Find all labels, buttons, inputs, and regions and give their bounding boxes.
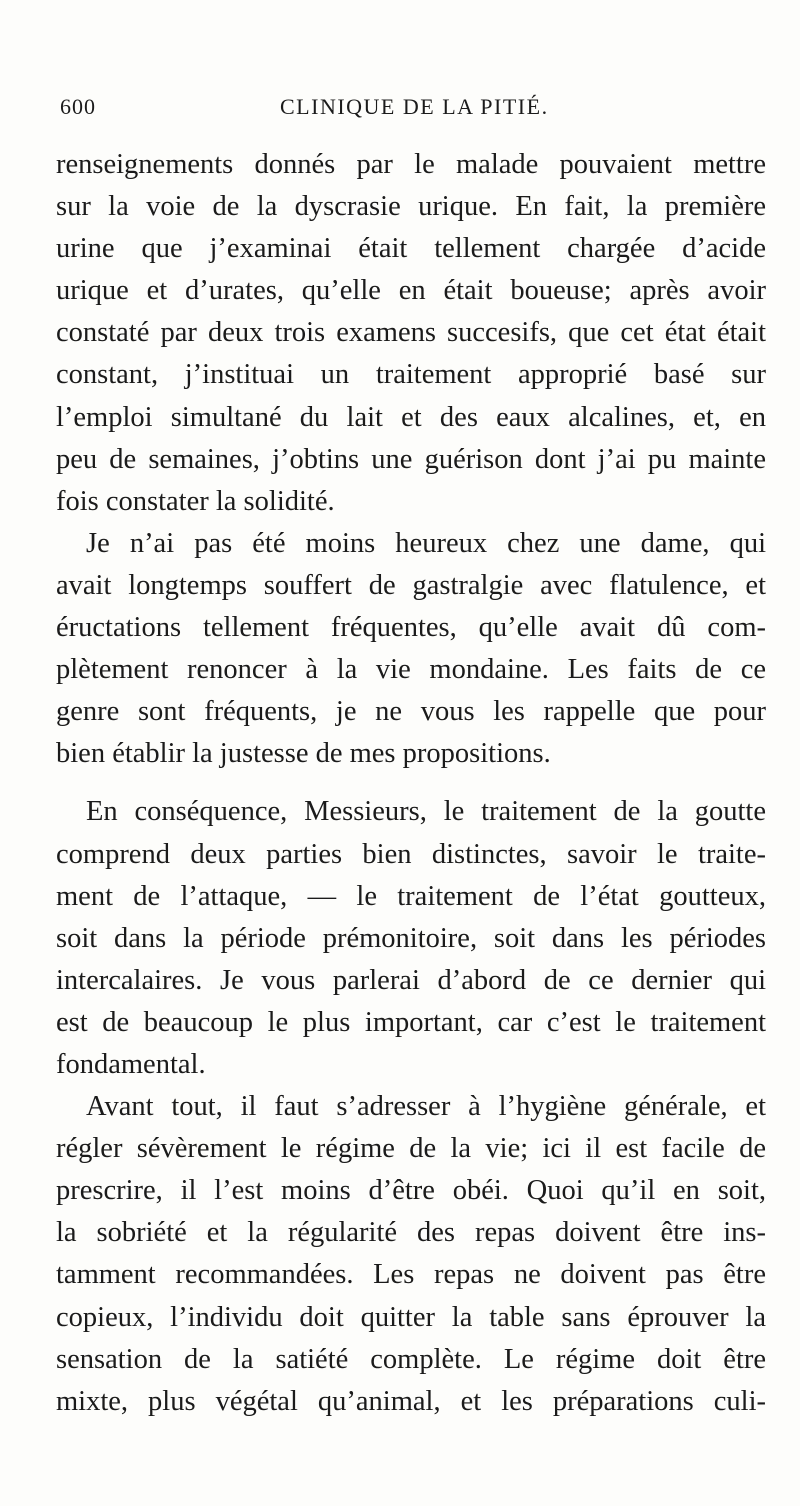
text-line: genre sont fréquents, je ne vous les rappelle que pour (56, 696, 766, 728)
text-line: bien établir la justesse de mes propositions. (56, 738, 551, 770)
text-line: renseignements donnés par le malade pouvaient mettre (56, 149, 766, 180)
text-line: urine que j’examinai était tellement chargée d’acide (56, 233, 766, 265)
running-head (60, 94, 760, 124)
paragraph-2 (56, 523, 766, 776)
text-line: copieux, l’individu doit quitter la table sans éprouver la (56, 1301, 766, 1333)
text-line: En conséquence, Messieurs, le traitement de la goutte (86, 796, 766, 828)
page-number: 600 (60, 94, 96, 119)
text-line: prescrire, il l’est moins d’être obéi. Quoi qu’il en soit, (56, 1175, 766, 1207)
text-line: l’emploi simultané du lait et des eaux alcalines, et, en (56, 401, 766, 433)
text-line: fondamental. (56, 1048, 206, 1080)
text-line: sur la voie de la dyscrasie urique. En fait, la première (56, 191, 766, 223)
paragraph-3 (56, 791, 766, 1086)
text-line: intercalaires. Je vous parlerai d’abord de ce dernier qui (56, 964, 766, 996)
paragraph-1 (56, 144, 766, 523)
text-line: est de beaucoup le plus important, car c’est le traitement (56, 1006, 766, 1038)
text-line: mixte, plus végétal qu’animal, et les préparations culi- (56, 1385, 766, 1417)
text-line: comprend deux parties bien distinctes, savoir le traite- (56, 838, 766, 870)
text-line: fois constater la solidité. (56, 485, 335, 517)
body-text (56, 144, 766, 1423)
text-line: sensation de la satiété complète. Le régime doit être (56, 1343, 766, 1375)
text-line: urique et d’urates, qu’elle en était boueuse; après avoir (56, 275, 766, 307)
text-line: Avant tout, il faut s’adresser à l’hygiène générale, et (86, 1091, 766, 1123)
text-line: peu de semaines, j’obtins une guérison dont j’ai pu mainte (56, 443, 766, 475)
paragraph-4 (56, 1086, 766, 1423)
text-line: ment de l’attaque, — le traitement de l’état goutteux, (56, 880, 766, 912)
text-line: tamment recommandées. Les repas ne doivent pas être (56, 1259, 766, 1291)
text-line: la sobriété et la régularité des repas doivent être ins- (56, 1217, 766, 1249)
text-line: avait longtemps souffert de gastralgie avec flatulence, et (56, 569, 766, 601)
text-line: régler sévèrement le régime de la vie; ici il est facile de (56, 1133, 766, 1165)
text-line: éructations tellement fréquentes, qu’elle avait dû com- (56, 612, 766, 644)
text-line: Je n’ai pas été moins heureux chez une dame, qui (86, 527, 766, 559)
text-line: constant, j’instituai un traitement approprié basé sur (56, 359, 766, 391)
running-title: CLINIQUE DE LA PITIÉ. (280, 94, 549, 119)
text-line: soit dans la période prémonitoire, soit dans les périodes (56, 922, 766, 954)
paragraph-gap (56, 775, 766, 791)
text-line: plètement renoncer à la vie mondaine. Les faits de ce (56, 654, 766, 686)
text-line: constaté par deux trois examens succesifs, que cet état était (56, 317, 766, 349)
